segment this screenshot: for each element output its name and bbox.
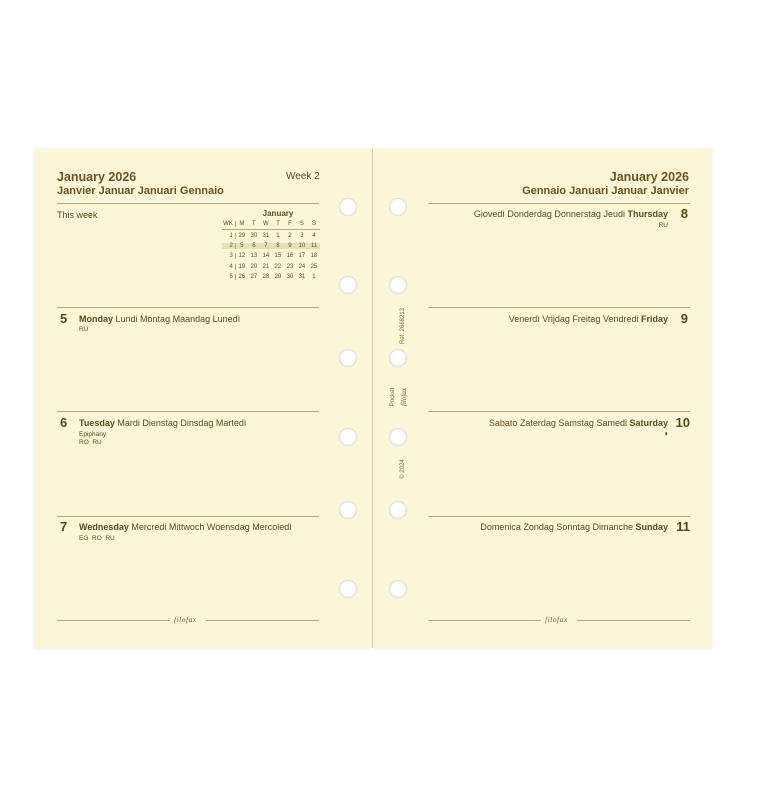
day-name-saturday — [489, 418, 668, 428]
day-name-translations: Giovedì Donderdag Donnerstag Jeudi — [473, 209, 625, 219]
calendar-cell: 5 — [222, 274, 236, 280]
calendar-cell: 28 — [262, 274, 270, 281]
day-name-translations: Mardi Dienstag Dinsdag Martedì — [117, 418, 247, 428]
calendar-cell: 16 — [286, 253, 294, 260]
calendar-week-row-current — [222, 241, 320, 251]
calendar-cell: 1 — [276, 232, 280, 239]
day-note: RO RU — [79, 439, 102, 446]
calendar-week-row — [222, 272, 320, 282]
calendar-cell: 31 — [298, 274, 306, 281]
left-page — [35, 148, 372, 648]
calendar-header-cell: S — [299, 221, 304, 228]
calendar-cell: 2 — [288, 232, 292, 239]
calendar-cell: 6 — [248, 243, 260, 249]
day-divider — [57, 516, 319, 517]
calendar-header-cell: M — [239, 221, 245, 228]
day-number-saturday: 10 — [675, 415, 690, 430]
day-divider — [57, 307, 319, 308]
day-note: EG RO RU — [79, 535, 115, 542]
calendar-cell: 11 — [308, 243, 320, 249]
day-number-thursday: 8 — [680, 206, 688, 221]
right-month-title: January 2026 — [609, 170, 689, 184]
day-name-primary: Tuesday — [79, 418, 115, 428]
calendar-cell: 18 — [310, 253, 318, 260]
calendar-cell: 7 — [260, 243, 272, 249]
calendar-cell: 14 — [262, 253, 270, 260]
day-name-primary: Thursday — [627, 209, 668, 219]
calendar-cell: 21 — [262, 263, 270, 270]
day-note: Epiphany — [79, 431, 107, 438]
calendar-cell: 20 — [250, 263, 258, 270]
ring-hole-icon — [339, 428, 357, 446]
day-divider — [428, 516, 690, 517]
moon-phase-icon: ◑ — [663, 429, 668, 438]
header-divider — [57, 203, 319, 204]
calendar-header-cell: T — [276, 221, 280, 228]
ring-hole-icon — [389, 428, 407, 446]
calendar-cell: 4 — [222, 264, 236, 270]
calendar-cell: 17 — [298, 253, 306, 260]
calendar-cell: 26 — [238, 274, 246, 281]
spine-copyright: © 2024 — [400, 459, 406, 479]
ring-hole-icon — [339, 276, 357, 294]
day-divider — [57, 411, 319, 412]
spine-ref: Ref. 2668213 — [400, 307, 406, 345]
day-name-translations: Sabato Zaterdag Samstag Samedi — [488, 418, 627, 428]
calendar-cell: 23 — [286, 263, 294, 270]
left-month-title: January 2026 — [57, 170, 137, 184]
mini-calendar-month: January — [262, 209, 294, 218]
day-name-translations: Mercredi Mittwoch Woensdag Mercoledì — [131, 522, 292, 532]
ring-hole-icon — [339, 198, 357, 216]
spine-size-label: Pocket — [390, 387, 396, 407]
day-name-translations: Lundi Montag Maandag Lunedì — [115, 314, 241, 324]
day-note: RU — [658, 222, 668, 229]
calendar-cell: 29 — [238, 232, 246, 239]
footer-rule — [428, 620, 541, 621]
day-name-sunday — [480, 522, 668, 532]
ring-hole-icon — [389, 349, 407, 367]
day-name-tuesday — [79, 418, 246, 428]
page-spine — [372, 148, 373, 648]
calendar-cell: 8 — [272, 243, 284, 249]
calendar-cell: 30 — [286, 274, 294, 281]
day-name-friday — [509, 314, 668, 324]
mini-calendar — [222, 209, 320, 282]
ring-hole-icon — [389, 501, 407, 519]
spine-brand: filofax — [400, 388, 408, 406]
ring-hole-icon — [389, 198, 407, 216]
day-name-thursday — [474, 209, 668, 219]
day-name-translations: Domenica Zondag Sonntag Dimanche — [480, 522, 633, 532]
calendar-cell: 3 — [222, 253, 236, 259]
calendar-week-row — [222, 262, 320, 272]
day-number-wednesday: 7 — [60, 519, 68, 534]
calendar-cell: 4 — [312, 232, 316, 239]
day-number-friday: 9 — [680, 311, 688, 326]
calendar-cell: 25 — [310, 263, 318, 270]
calendar-cell: 3 — [300, 232, 304, 239]
ring-hole-icon — [339, 580, 357, 598]
calendar-cell: 31 — [262, 232, 270, 239]
calendar-cell: 12 — [238, 253, 246, 260]
footer-rule — [206, 620, 319, 621]
calendar-cell: 13 — [250, 253, 258, 260]
calendar-header-cell: S — [311, 221, 316, 228]
filofax-logo: filofax — [174, 615, 197, 624]
ring-hole-icon — [389, 276, 407, 294]
calendar-cell: 2 — [222, 243, 236, 249]
calendar-header-cell: F — [288, 221, 292, 228]
calendar-cell: 29 — [274, 274, 282, 281]
calendar-header-cell: T — [252, 221, 256, 228]
ring-hole-icon — [389, 580, 407, 598]
week-label: Week 2 — [286, 171, 320, 182]
filofax-logo: filofax — [545, 615, 568, 624]
day-name-primary: Sunday — [635, 522, 668, 532]
right-month-languages: Gennaio Januari Januar Janvier — [522, 185, 689, 197]
calendar-cell: 1 — [312, 274, 316, 281]
calendar-cell: 10 — [296, 243, 308, 249]
calendar-cell: 15 — [274, 253, 282, 260]
ring-hole-icon — [339, 349, 357, 367]
mini-calendar-header — [222, 219, 320, 230]
footer-rule — [577, 620, 690, 621]
left-month-languages: Janvier Januar Januari Gennaio — [57, 185, 224, 197]
calendar-cell: 19 — [238, 263, 246, 270]
calendar-cell: 24 — [298, 263, 306, 270]
calendar-cell: 30 — [250, 232, 258, 239]
day-number-tuesday: 6 — [60, 415, 68, 430]
day-divider — [428, 307, 690, 308]
calendar-week-row — [222, 230, 320, 240]
calendar-cell: 1 — [222, 233, 236, 239]
day-name-translations: Venerdì Vrijdag Freitag Vendredi — [508, 314, 639, 324]
calendar-cell: 9 — [284, 243, 296, 249]
footer-rule — [57, 620, 170, 621]
this-week-label: This week — [57, 210, 98, 220]
day-name-primary: Monday — [79, 314, 114, 324]
ring-hole-icon — [339, 501, 357, 519]
day-name-monday — [79, 314, 240, 324]
day-number-monday: 5 — [60, 311, 68, 326]
day-name-primary: Saturday — [629, 418, 668, 428]
day-name-primary: Friday — [640, 314, 668, 324]
day-name-wednesday — [79, 522, 292, 532]
calendar-week-row — [222, 251, 320, 261]
day-note: RU — [79, 326, 89, 333]
calendar-cell: 27 — [250, 274, 258, 281]
calendar-header-cell: W — [263, 221, 269, 228]
header-divider — [428, 203, 690, 204]
day-name-primary: Wednesday — [79, 522, 129, 532]
day-divider — [428, 411, 690, 412]
calendar-header-cell: WK — [222, 221, 236, 227]
calendar-cell: 22 — [274, 263, 282, 270]
calendar-cell: 5 — [236, 243, 248, 249]
day-number-sunday: 11 — [676, 519, 690, 534]
